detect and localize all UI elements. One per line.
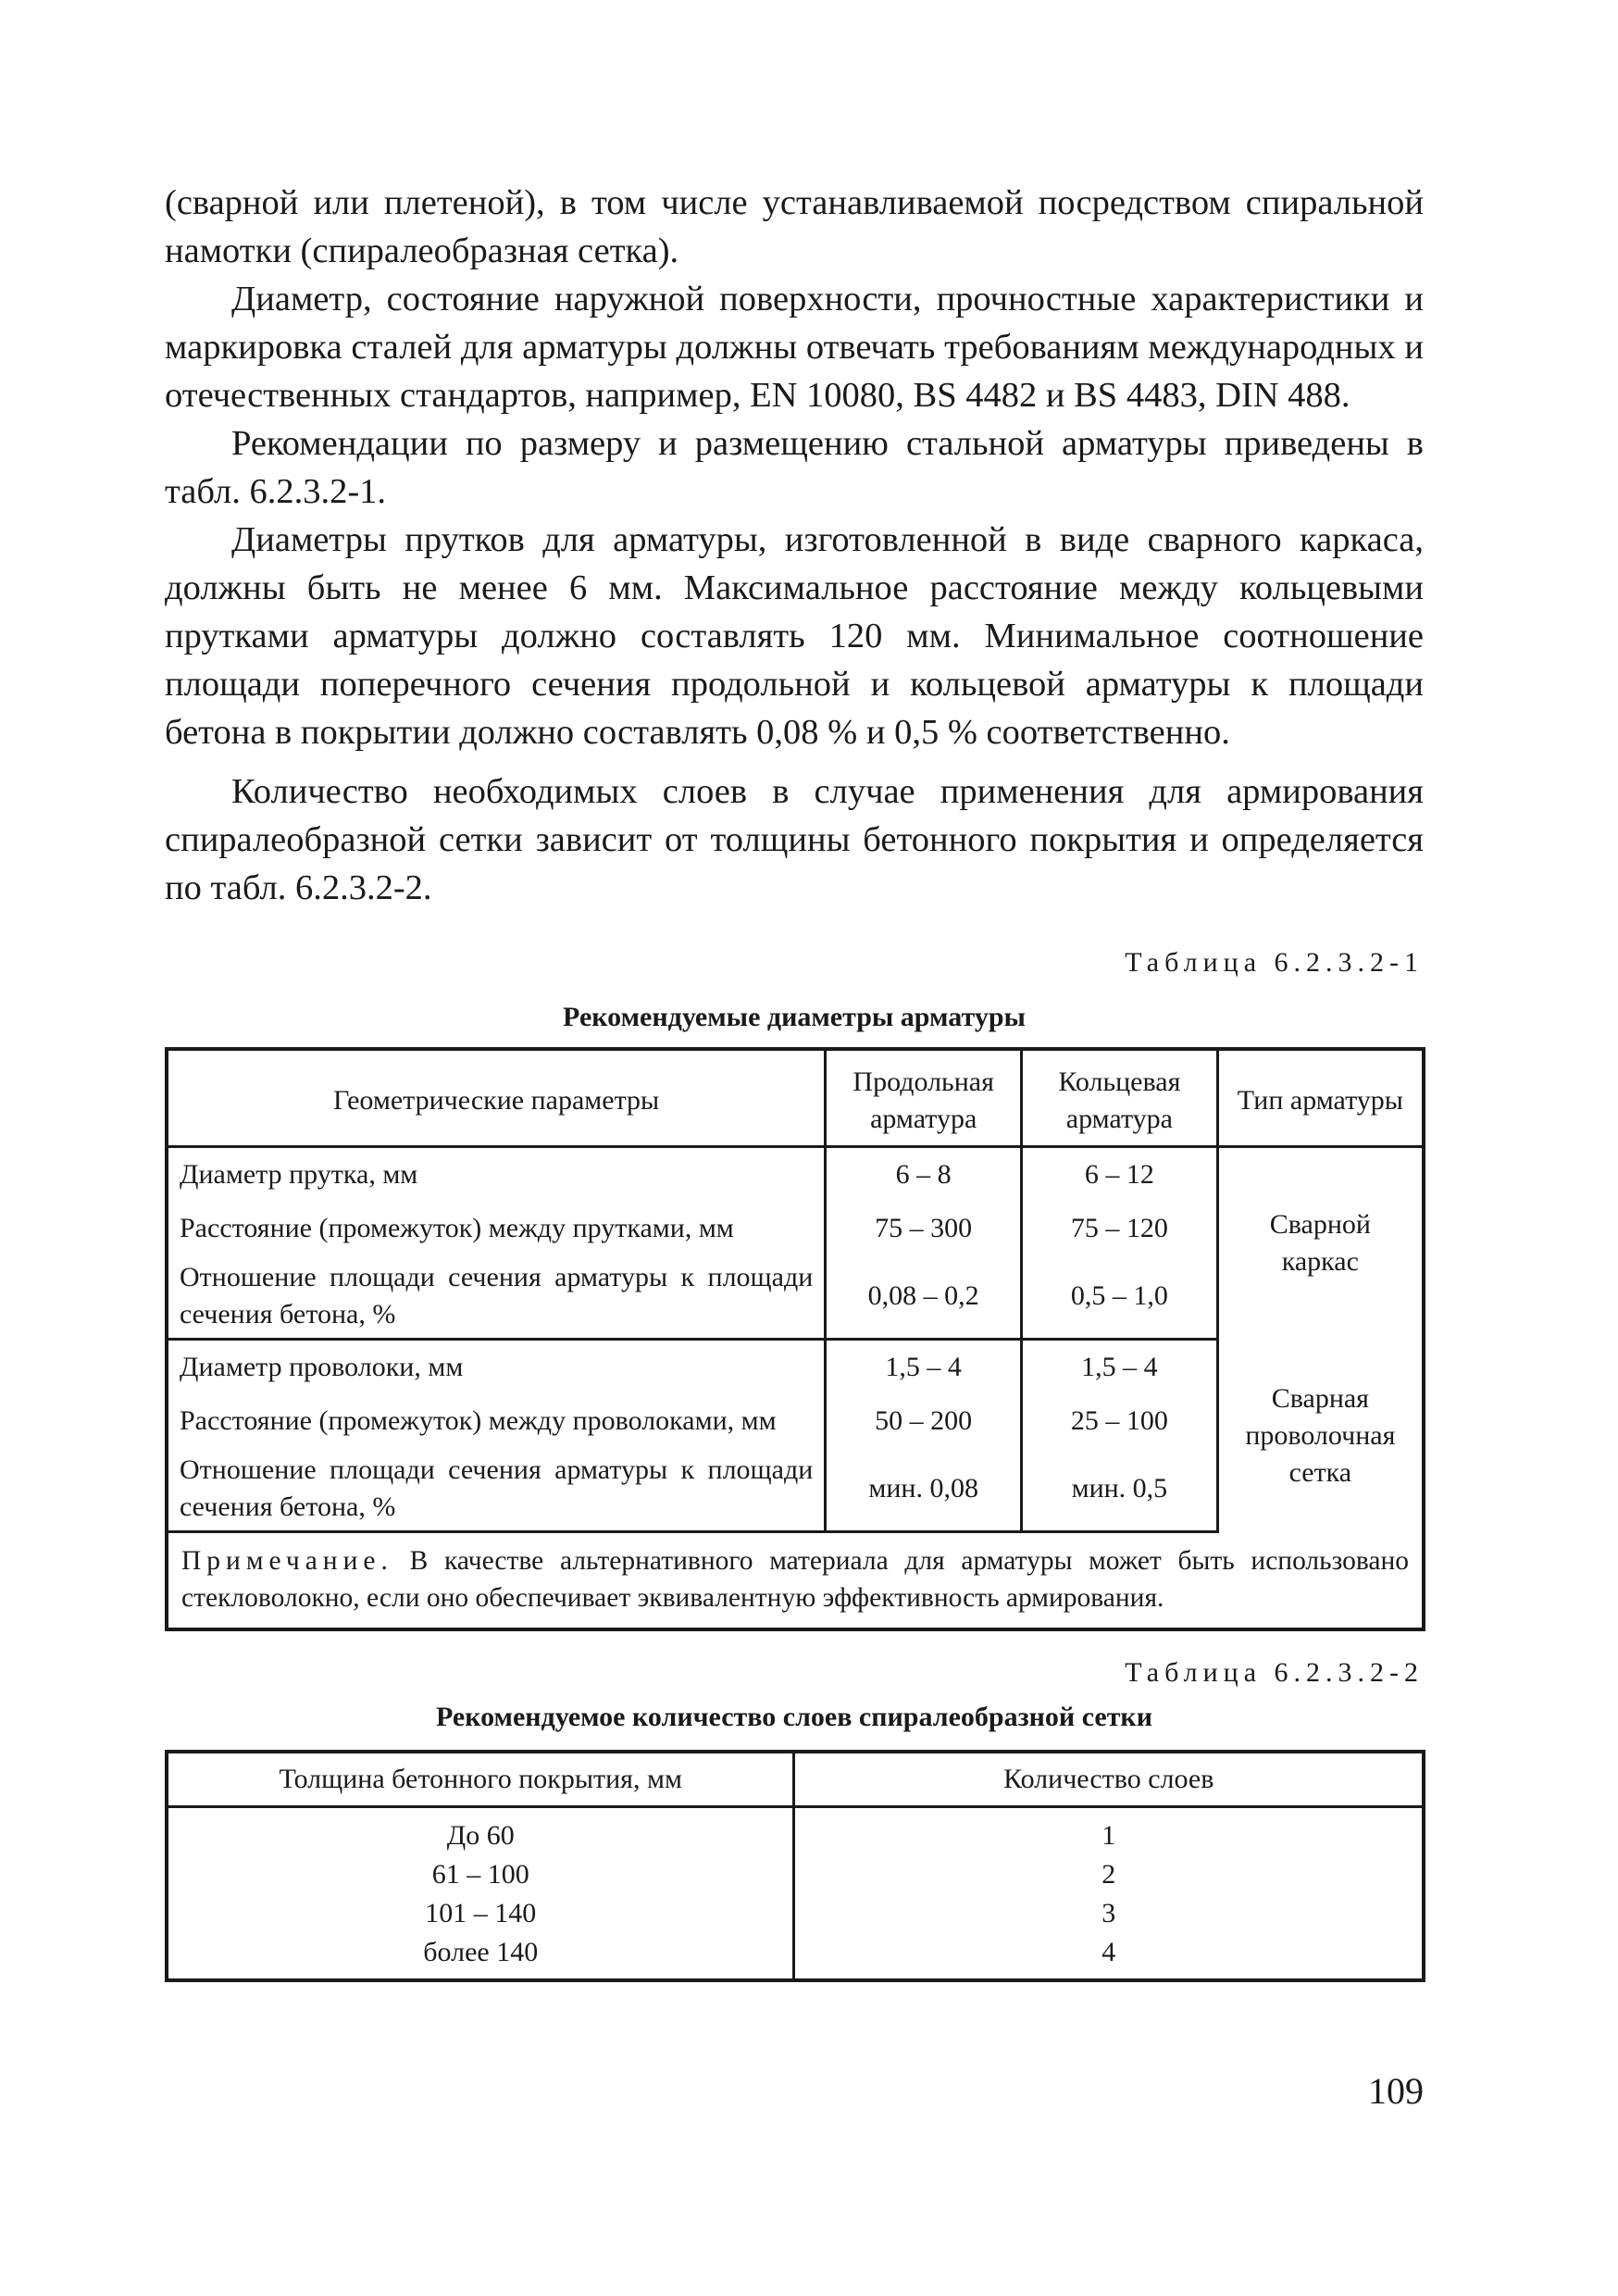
table1-title: Рекомендуемые диаметры арматуры [563, 1002, 1026, 1032]
table-note-row [167, 1532, 1424, 1630]
layers-cell: 4 [794, 1933, 1424, 1980]
param-cell: Расстояние (промежуток) между прутками, мм [167, 1203, 826, 1254]
value-cell: 1,5 – 4 [826, 1340, 1022, 1395]
param-cell: Расстояние (промежуток) между проволоками, мм [167, 1395, 826, 1447]
thickness-cell: До 60 [167, 1807, 794, 1856]
param-cell: Диаметр проволоки, мм [167, 1340, 826, 1395]
table-row [167, 1894, 1424, 1933]
header-ring: Кольцевая арматура [1022, 1049, 1218, 1147]
table-header-row [167, 1049, 1424, 1147]
thickness-cell: 101 – 140 [167, 1894, 794, 1933]
paragraph: Рекомендации по размеру и размещению стальной арматуры приведены в табл. 6.2.3.2-1. [165, 424, 1424, 511]
note-label: Примечание. [181, 1546, 393, 1576]
value-cell: 75 – 120 [1022, 1203, 1218, 1254]
value-cell: 0,5 – 1,0 [1022, 1254, 1218, 1340]
header-type: Тип арматуры [1217, 1049, 1424, 1147]
body-text [165, 179, 1424, 912]
paragraph: Количество необходимых слоев в случае применения для армирования спиралеобразной сетки зависит от толщины бетонного покрытия и определяется по табл. 6.2.3.2-2. [165, 772, 1424, 907]
table-recommended-diameters [165, 1047, 1425, 1631]
note-text: В качестве альтернативного материала для арматуры может быть использовано стекловолокно, если оно обеспечивает эквивалентную эффективность армирования. [181, 1546, 1410, 1613]
type-cell: Сварная проволочная сетка [1217, 1340, 1424, 1532]
param-cell: Диаметр прутка, мм [167, 1147, 826, 1203]
header-params: Геометрические параметры [167, 1049, 826, 1147]
type-cell: Сварной каркас [1217, 1147, 1424, 1340]
layers-cell: 1 [794, 1807, 1424, 1856]
param-cell: Отношение площади сечения арматуры к площади сечения бетона, % [167, 1447, 826, 1532]
table-row [167, 1147, 1424, 1203]
thickness-cell: 61 – 100 [167, 1855, 794, 1894]
header-layers: Количество слоев [794, 1752, 1424, 1807]
param-cell: Отношение площади сечения арматуры к площади сечения бетона, % [167, 1254, 826, 1340]
layers-cell: 2 [794, 1855, 1424, 1894]
value-cell: мин. 0,08 [826, 1447, 1022, 1532]
page-number: 109 [1368, 2070, 1424, 2112]
header-longitudinal: Продольная арматура [826, 1049, 1022, 1147]
paragraph: Диаметры прутков для арматуры, изготовленной в виде сварного каркаса, должны быть не менее 6 мм. Максимальное расстояние между кольцевыми прутками арматуры должно составлять 120 мм. Минимальное соотношение площади поперечного сечения продольной и кольцевой арматуры к площади бетона в покрытии должно составлять 0,08 % и 0,5 % соответственно. [165, 520, 1424, 752]
table-row [167, 1340, 1424, 1395]
value-cell: 0,08 – 0,2 [826, 1254, 1022, 1340]
value-cell: 6 – 8 [826, 1147, 1022, 1203]
paragraph: Диаметр, состояние наружной поверхности, прочностные характеристики и маркировка сталей для арматуры должны отвечать требованиям международных и отечественных стандартов, например, EN 10080, BS 4482 и BS 4483, DIN 488. [165, 280, 1424, 415]
table-note [167, 1532, 1424, 1630]
value-cell: 1,5 – 4 [1022, 1340, 1218, 1395]
value-cell: 50 – 200 [826, 1395, 1022, 1447]
table-row [167, 1807, 1424, 1856]
value-cell: 25 – 100 [1022, 1395, 1218, 1447]
table1-caption: Таблица 6.2.3.2-1 [1125, 947, 1424, 978]
table-row [167, 1933, 1424, 1980]
table-spiral-mesh-layers [165, 1750, 1425, 1982]
value-cell: мин. 0,5 [1022, 1447, 1218, 1532]
header-thickness: Толщина бетонного покрытия, мм [167, 1752, 794, 1807]
thickness-cell: более 140 [167, 1933, 794, 1980]
table-row [167, 1855, 1424, 1894]
value-cell: 75 – 300 [826, 1203, 1022, 1254]
table2-caption: Таблица 6.2.3.2-2 [1125, 1657, 1424, 1688]
value-cell: 6 – 12 [1022, 1147, 1218, 1203]
paragraph: (сварной или плетеной), в том числе устанавливаемой посредством спиральной намотки (спиралеобразная сетка). [165, 183, 1424, 270]
table-header-row [167, 1752, 1424, 1807]
table2-title: Рекомендуемое количество слоев спиралеобразной сетки [435, 1702, 1153, 1732]
layers-cell: 3 [794, 1894, 1424, 1933]
